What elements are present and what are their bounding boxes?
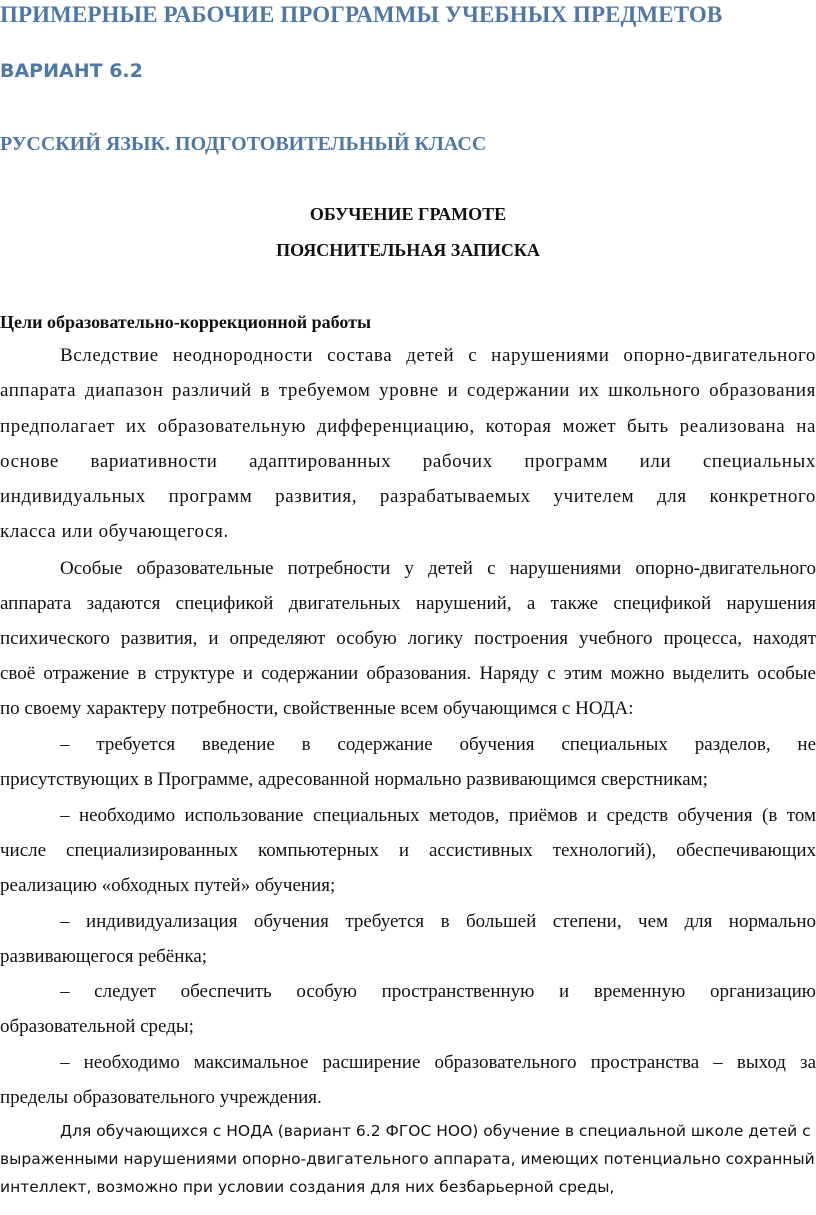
list-item-line: – необходимо максимальное расширение образовательного пространства – выход за: [60, 1052, 816, 1073]
subject-heading: РУССКИЙ ЯЗЫК. ПОДГОТОВИТЕЛЬНЫЙ КЛАСС: [0, 133, 487, 155]
list-item-line: реализацию «обходных путей» обучения;: [0, 875, 336, 896]
paragraph-line: психического развития, и определяют особую логику построения учебного процесса, находят: [0, 628, 816, 649]
paragraph-line: Вследствие неоднородности состава детей с нарушениями опорно-двигательного: [60, 345, 816, 366]
paragraph-line: Особые образовательные потребности у детей с нарушениями опорно-двигательного: [60, 558, 816, 579]
closing-paragraph-line: выраженными нарушениями опорно-двигательного аппарата, имеющих потенциально сохранный: [0, 1150, 815, 1168]
paragraph-line: по своему характеру потребности, свойственные всем обучающимся с НОДА:: [0, 698, 634, 719]
paragraph-line: основе вариативности адаптированных рабочих программ или специальных: [0, 451, 816, 472]
list-item-line: – необходимо использование специальных методов, приёмов и средств обучения (в том: [60, 805, 816, 826]
list-item-line: развивающегося ребёнка;: [0, 946, 208, 967]
list-item-line: образовательной среды;: [0, 1016, 194, 1037]
closing-paragraph-line: интеллект, возможно при условии создания для них безбарьерной среды,: [0, 1178, 615, 1196]
section-title: ОБУЧЕНИЕ ГРАМОТЕ: [309, 204, 507, 224]
list-item-line: пределы образовательного учреждения.: [0, 1087, 322, 1108]
document-title: ПРИМЕРНЫЕ РАБОЧИЕ ПРОГРАММЫ УЧЕБНЫХ ПРЕДМЕТОВ: [0, 2, 723, 27]
closing-paragraph-line: Для обучающихся с НОДА (вариант 6.2 ФГОС НОО) обучение в специальной школе детей с: [60, 1122, 811, 1140]
section-subtitle: ПОЯСНИТЕЛЬНАЯ ЗАПИСКА: [276, 240, 540, 260]
paragraph-line: предполагает их образовательную дифференциацию, которая может быть реализована на: [0, 416, 816, 437]
variant-heading: ВАРИАНТ 6.2: [0, 60, 143, 82]
paragraph-line: своё отражение в структуре и содержании образования. Наряду с этим можно выделить особые: [0, 663, 816, 684]
list-item-line: присутствующих в Программе, адресованной нормально развивающимся сверстникам;: [0, 769, 708, 790]
paragraph-line: аппарата задаются спецификой двигательных нарушений, а также спецификой нарушения: [0, 593, 816, 614]
goals-subheading: Цели образовательно-коррекционной работы: [0, 312, 372, 332]
list-item-line: – индивидуализация обучения требуется в большей степени, чем для нормально: [60, 911, 816, 932]
paragraph-line: индивидуальных программ развития, разрабатываемых учителем для конкретного: [0, 486, 816, 507]
list-item-line: числе специализированных компьютерных и ассистивных технологий), обеспечивающих: [0, 840, 816, 861]
list-item-line: – требуется введение в содержание обучения специальных разделов, не: [60, 734, 816, 755]
paragraph-line: класса или обучающегося.: [0, 521, 229, 542]
list-item-line: – следует обеспечить особую пространственную и временную организацию: [60, 981, 816, 1002]
paragraph-line: аппарата диапазон различий в требуемом уровне и содержании их школьного образования: [0, 380, 816, 401]
